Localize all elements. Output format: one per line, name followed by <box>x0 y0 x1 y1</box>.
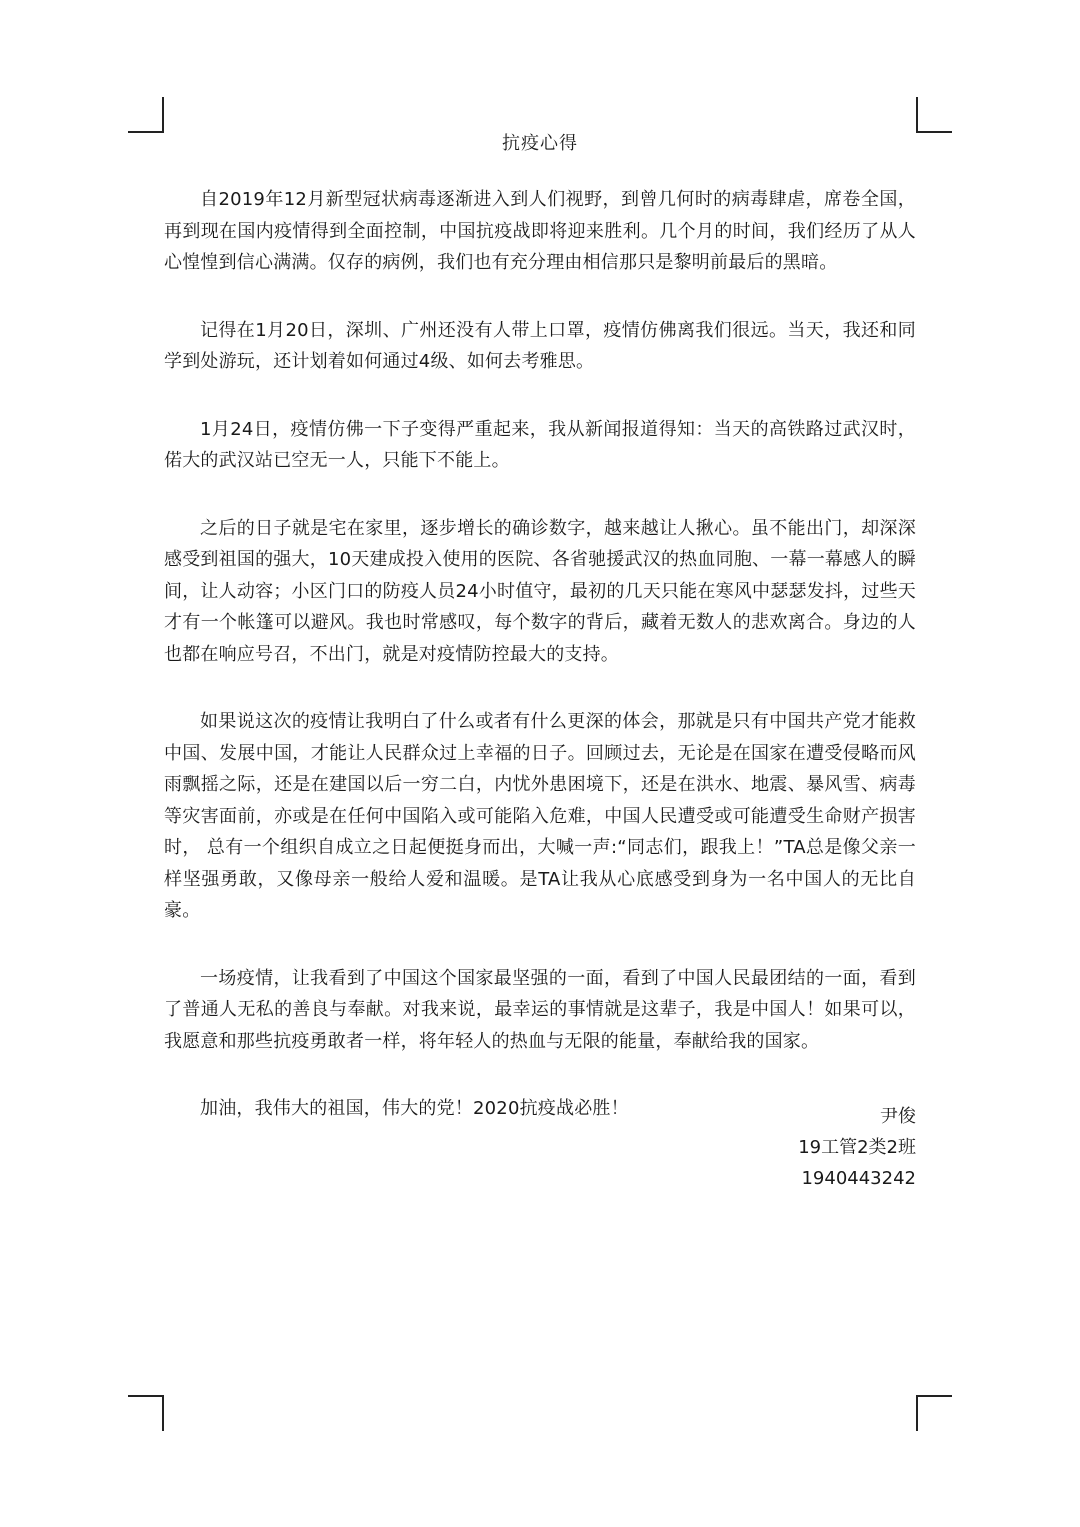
paragraph-7: 加油，我伟大的祖国，伟大的党！2020抗疫战必胜！ <box>200 1098 629 1119</box>
signature-class: 19工管2类2班 <box>798 1137 916 1158</box>
crop-mark-bottom-right <box>916 1395 952 1431</box>
signature-block <box>798 1101 916 1194</box>
signature-student-id: 1940443242 <box>801 1168 916 1189</box>
paragraph-3: 1月24日，疫情仿佛一下子变得严重起来，我从新闻报道得知：当天的高铁路过武汉时，偌大的武汉站已空无一人，只能下不能上。 <box>164 418 916 471</box>
paragraph-6: 一场疫情，让我看到了中国这个国家最坚强的一面，看到了中国人民最团结的一面，看到了普通人无私的善良与奉献。对我来说，最幸运的事情就是这辈子，我是中国人！如果可以，我愿意和那些抗疫勇敢者一样，将年轻人的热血与无限的能量，奉献给我的国家。 <box>164 967 916 1052</box>
document-title: 抗疫心得 <box>502 133 578 154</box>
crop-mark-bottom-left <box>128 1395 164 1431</box>
paragraph-1: 自2019年12月新型冠状病毒逐渐进入到人们视野，到曾几何时的病毒肆虐，席卷全国，再到现在国内疫情得到全面控制，中国抗疫战即将迎来胜利。几个月的时间，我们经历了从人心惶惶到信心满满。仅存的病例，我们也有充分理由相信那只是黎明前最后的黑暗。 <box>164 189 916 273</box>
paragraph-4: 之后的日子就是宅在家里，逐步增长的确诊数字，越来越让人揪心。虽不能出门，却深深感受到祖国的强大，10天建成投入使用的医院、各省驰援武汉的热血同胞、一幕一幕感人的瞬间，让人动容；小区门口的防疫人员24小时值守，最初的几天只能在寒风中瑟瑟发抖，过些天才有一个帐篷可以避风。我也时常感叹，每个数字的背后，藏着无数人的悲欢离合。身边的人也都在响应号召，不出门，就是对疫情防控最大的支持。 <box>164 517 916 665</box>
crop-mark-top-left <box>128 97 164 133</box>
signature-name: 尹俊 <box>880 1106 916 1127</box>
paragraph-2: 记得在1月20日，深圳、广州还没有人带上口罩，疫情仿佛离我们很远。当天，我还和同学到处游玩，还计划着如何通过4级、如何去考雅思。 <box>164 319 916 372</box>
document-body <box>164 184 916 1161</box>
crop-mark-top-right <box>916 97 952 133</box>
paragraph-5: 如果说这次的疫情让我明白了什么或者有什么更深的体会，那就是只有中国共产党才能救中国、发展中国，才能让人民群众过上幸福的日子。回顾过去，无论是在国家在遭受侵略而风雨飘摇之际，还是在建国以后一穷二白，内忧外患困境下，还是在洪水、地震、暴风雪、病毒等灾害面前，亦或是在任何中国陷入或可能陷入危难，中国人民遭受或可能遭受生命财产损害时， 总有一个组织自成立之日起便挺身而出，大喊一声:“同志们，跟我上！”TA总是像父亲一样坚强勇敢，又像母亲一般给人爱和温暖。是TA让我从心底感受到身为一名中国人的无比自豪。 <box>164 711 916 921</box>
